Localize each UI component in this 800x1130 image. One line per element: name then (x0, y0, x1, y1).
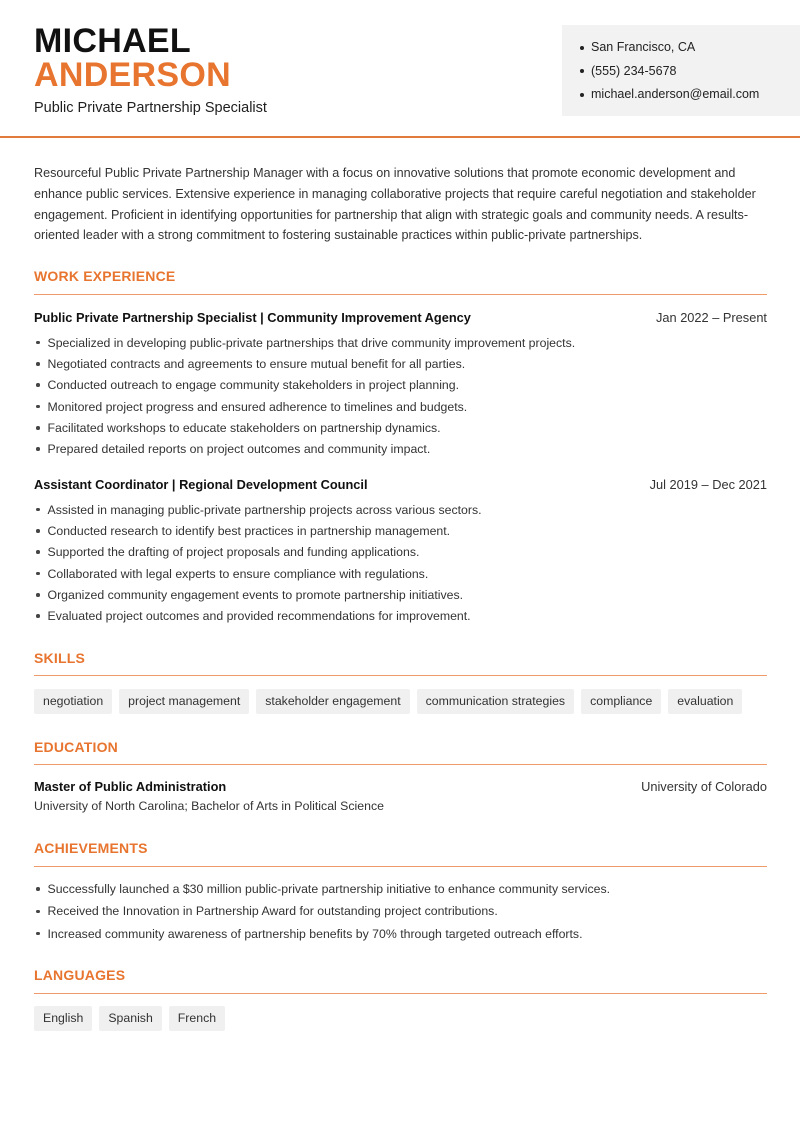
list-item (34, 520, 767, 541)
section-title-education: EDUCATION (34, 739, 118, 755)
bullet-icon (36, 447, 40, 451)
job-bullets (34, 499, 767, 627)
bullet-text: Successfully launched a $30 million public-private partnership initiative to enhance community services. (47, 882, 611, 897)
bullet-text: Specialized in developing public-private partnerships that drive community improvement projects. (47, 335, 576, 350)
list-item (34, 605, 767, 626)
bullet-icon (36, 426, 40, 430)
contact-email[interactable] (580, 83, 800, 107)
bullet-text: Collaborated with legal experts to ensure compliance with regulations. (47, 566, 429, 581)
skill-chip: communication strategies (417, 689, 574, 714)
section-divider (34, 993, 767, 994)
bullet-icon (36, 572, 40, 576)
job-dates: Jan 2022 – Present (656, 310, 767, 325)
degree-name: Master of Public Administration (34, 779, 227, 794)
job-header (34, 477, 767, 493)
bullet-text: Conducted research to identify best practices in partnership management. (47, 523, 451, 538)
bullet-icon (580, 69, 584, 73)
section-title-languages: LANGUAGES (34, 967, 126, 983)
job-bullets (34, 332, 767, 460)
job-dates: Jul 2019 – Dec 2021 (649, 477, 767, 492)
education-details: University of North Carolina; Bachelor of Arts in Political Science (34, 799, 384, 813)
skill-chip: project management (119, 689, 249, 714)
bullet-icon (36, 550, 40, 554)
section-title-skills: SKILLS (34, 650, 85, 666)
list-item (34, 584, 767, 605)
last-name: ANDERSON (34, 56, 231, 94)
bullet-text: Facilitated workshops to educate stakeholders on partnership dynamics. (47, 420, 441, 435)
list-item (34, 438, 767, 459)
bullet-text: Prepared detailed reports on project outcomes and community impact. (47, 442, 431, 457)
bullet-text: Received the Innovation in Partnership Award for outstanding project contributions. (47, 904, 498, 919)
summary-paragraph: Resourceful Public Private Partnership Manager with a focus on innovative solutions that promote economic development and enhance public services. Extensive experience in managing collaborative projects that require careful negotiation and stakeholder engagement. Proficient in identifying opportunities for partnership that align with strategic goals and community needs. A results-oriented leader with a strong commitment to fostering sustainable practices within public-private partnerships. (34, 166, 756, 243)
first-name: MICHAEL (34, 22, 191, 60)
bullet-icon (36, 383, 40, 387)
list-item (34, 923, 767, 945)
contact-phone (580, 60, 800, 84)
list-item (34, 563, 767, 584)
bullet-icon (580, 93, 584, 97)
contact-box (562, 25, 800, 116)
languages-list (34, 1006, 225, 1031)
list-item (34, 375, 767, 396)
list-item (34, 900, 767, 922)
skill-chip: evaluation (668, 689, 742, 714)
location-text: San Francisco, CA (591, 40, 696, 54)
bullet-text: Evaluated project outcomes and provided recommendations for improvement. (47, 609, 471, 624)
skill-chip: stakeholder engagement (256, 689, 409, 714)
phone-text: (555) 234-5678 (591, 63, 677, 78)
bullet-icon (36, 932, 40, 936)
bullet-text: Monitored project progress and ensured adherence to timelines and budgets. (47, 399, 468, 414)
bullet-text: Organized community engagement events to promote partnership initiatives. (47, 587, 464, 602)
bullet-icon (36, 362, 40, 366)
bullet-icon (36, 887, 40, 891)
job-role: Public Private Partnership Specialist | Community Improvement Agency (34, 310, 471, 325)
job-title: Public Private Partnership Specialist (34, 100, 267, 116)
section-title-achievements: ACHIEVEMENTS (34, 840, 148, 856)
bullet-icon (36, 614, 40, 618)
bullet-text: Supported the drafting of project proposals and funding applications. (47, 545, 420, 560)
job-header (34, 310, 767, 326)
bullet-icon (36, 405, 40, 409)
list-item (34, 878, 767, 900)
language-chip: English (34, 1006, 92, 1031)
resume-header (0, 0, 800, 138)
section-divider (34, 675, 767, 676)
skill-chip: negotiation (34, 689, 112, 714)
list-item (34, 542, 767, 563)
education-header (34, 779, 767, 794)
bullet-icon (36, 341, 40, 345)
section-title-work: WORK EXPERIENCE (34, 268, 176, 284)
job-role: Assistant Coordinator | Regional Development Council (34, 477, 368, 492)
skills-list (34, 689, 742, 714)
skill-chip: compliance (581, 689, 661, 714)
list-item (34, 417, 767, 438)
language-chip: Spanish (99, 1006, 161, 1031)
achievements-list (34, 878, 767, 945)
bullet-text: Negotiated contracts and agreements to ensure mutual benefit for all parties. (47, 356, 466, 371)
bullet-text: Increased community awareness of partnership benefits by 70% through targeted outreach efforts. (47, 926, 583, 941)
section-divider (34, 866, 767, 867)
bullet-text: Conducted outreach to engage community stakeholders in project planning. (47, 378, 460, 393)
contact-location (580, 36, 800, 60)
bullet-icon (36, 508, 40, 512)
language-chip: French (169, 1006, 225, 1031)
section-divider (34, 294, 767, 295)
bullet-icon (36, 529, 40, 533)
list-item (34, 396, 767, 417)
list-item (34, 332, 767, 353)
bullet-icon (36, 910, 40, 914)
section-divider (34, 764, 767, 765)
bullet-icon (580, 46, 584, 50)
school-name: University of Colorado (641, 779, 767, 794)
list-item (34, 499, 767, 520)
bullet-icon (36, 593, 40, 597)
bullet-text: Assisted in managing public-private partnership projects across various sectors. (47, 502, 482, 517)
email-text[interactable]: michael.anderson@email.com (591, 87, 760, 101)
list-item (34, 353, 767, 374)
